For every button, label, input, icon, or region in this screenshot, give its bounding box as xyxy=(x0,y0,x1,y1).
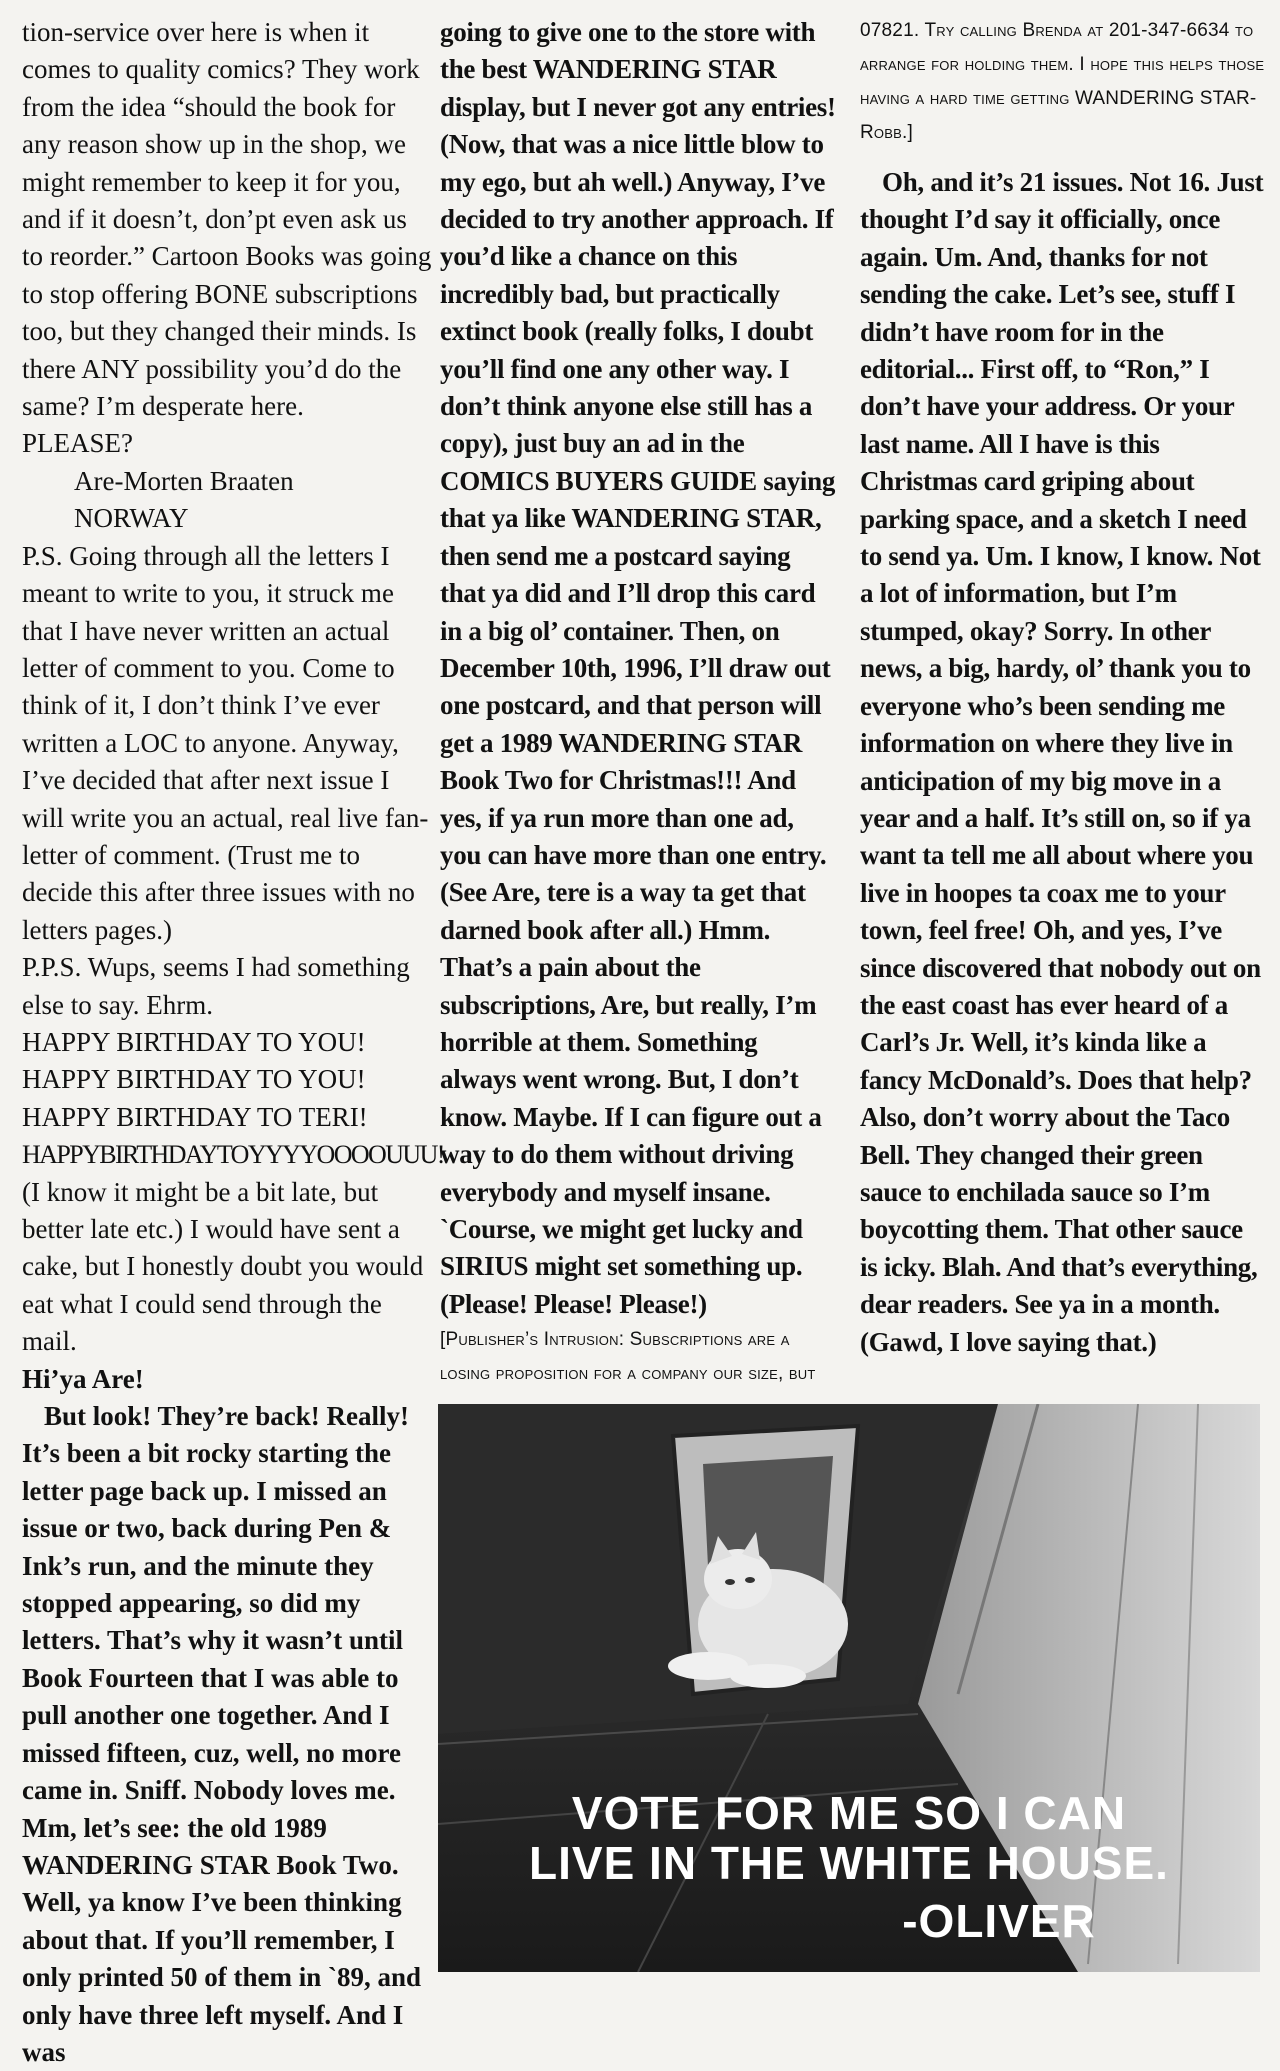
letter-signature-name: Are-Morten Braaten xyxy=(74,465,294,496)
birthday-line-1: HAPPY BIRTHDAY TO YOU! xyxy=(22,1026,366,1057)
caption-line-3: -OLIVER xyxy=(902,1895,1096,1947)
letter-plea: PLEASE? xyxy=(22,428,133,459)
birthday-line-2: HAPPY BIRTHDAY TO YOU! xyxy=(22,1064,366,1095)
letter-body: tion-service over here is when it comes to quality comics? They work from the idea “should the book for any reason show up in the shop, we might remember to keep it for you, and if it doesn’t, don’pt even ask us to reorder.” Cartoon Books was going to stop offering BONE subscriptions too, but they changed their minds. Is there ANY possibility you’d do the same? I’m desperate here. xyxy=(22,17,432,422)
letter-postscript: P.S. Going through all the letters I meant to write to you, it struck me that I have never written an actual letter of comment to you. Come to think of it, I don’t think I’ve ever written a LOC to anyone. Anyway, I’ve decided that after next issue I will write you an actual, real live fan-letter of comment. (Trust me to decide this after three issues with no letters pages.) xyxy=(22,540,429,945)
column-right xyxy=(860,14,1265,1361)
publisher-intrusion-continued: 07821. Try calling Brenda at 201-347-6634 to arrange for holding them. I hope this helps those having a hard time getting WANDERING STAR-Robb.] xyxy=(860,20,1265,143)
reply-greeting: Hi’ya Are! xyxy=(22,1363,144,1394)
letter-postpostscript: P.P.S. Wups, seems I had something else to say. Ehrm. xyxy=(22,952,410,1020)
column-left xyxy=(22,14,444,2071)
birthday-line-4: HAPPYBIRTHDAYTOYYYYOOOOUUU! xyxy=(22,1140,444,1170)
column-middle xyxy=(440,14,840,1493)
publisher-intrusion: [Publisher’s Intrusion: Subscriptions are a losing proposition for a company our size, but xyxy=(440,1329,816,1385)
caption-line-2: LIVE IN THE WHITE HOUSE. xyxy=(529,1837,1169,1889)
letter-closing: (I know it might be a bit late, but better late etc.) I would have sent a cake, but I honestly doubt you would eat what I could send through the mail. xyxy=(22,1176,424,1357)
reply-body: But look! They’re back! Really! It’s been a bit rocky starting the letter page back up. I missed an issue or two, back during Pen & Ink’s run, and the minute they stopped appearing, so did my letters. That’s why it wasn’t until Book Fourteen that I was able to pull another one together. And I missed fifteen, cuz, well, no more came in. Sniff. Nobody loves me. Mm, let’s see: the old 1989 WANDERING STAR Book Two. Well, ya know I’ve been thinking about that. If you’ll remember, I only printed 50 of them in `89, and only have three left myself. And I was xyxy=(22,1401,422,2067)
reply-continued: going to give one to the store with the best WANDERING STAR display, but I never got any entries! (Now, that was a nice little blow to my ego, but ah well.) Anyway, I’ve decided to try another approach. If you’d like a chance on this incredibly bad, but practically extinct book (really folks, I doubt you’ll find one any other way. I don’t think anyone else still has a copy), just buy an ad in the COMICS BUYERS GUIDE saying that ya like WANDERING STAR, then send me a postcard saying that ya did and I’ll drop this card in a big ol’ container. Then, on December 10th, 1996, I’ll draw out one postcard, and that person will get a 1989 WANDERING STAR Book Two for Christmas!!! And yes, if ya run more than one ad, you can have more than one entry. (See Are, tere is a way ta get that darned book after all.) Hmm. That’s a pain about the subscriptions, Are, but really, I’m horrible at them. Something always went wrong. But, I don’t know. Maybe. If I can figure out a way to do them without driving everybody and myself insane. `Course, we might get lucky and SIRIUS might set something up. (Please! Please! Please!) xyxy=(440,17,836,1319)
reply-final: Oh, and it’s 21 issues. Not 16. Just thought I’d say it officially, once again. Um. And, thanks for not sending the cake. Let’s see, stuff I didn’t have room for in the editorial... First off, to “Ron,” I don’t have your address. Or your last name. All I have is this Christmas card griping about parking space, and a sketch I need to send ya. Um. I know, I know. Not a lot of information, but I’m stumped, okay? Sorry. In other news, a big, hardy, ol’ thank you to everyone who’s been sending me information on where they live in anticipation of my big move in a year and a half. It’s still on, so if ya want ta tell me all about where you live in hoopes ta coax me to your town, feel free! Oh, and yes, I’ve since discovered that nobody out on the east coast has ever heard of a Carl’s Jr. Well, it’s kinda like a fancy McDonald’s. Does that help? Also, don’t worry about the Taco Bell. They changed their green sauce to enchilada sauce so I’m boycotting them. That other sauce is icky. Blah. And that’s everything, dear readers. See ya in a month. (Gawd, I love saying that.) xyxy=(860,167,1264,1357)
letter-signature-country: NORWAY xyxy=(74,503,189,534)
caption-line-1: VOTE FOR ME SO I CAN xyxy=(571,1787,1127,1839)
birthday-line-3: HAPPY BIRTHDAY TO TERI! xyxy=(22,1101,368,1132)
cat-photo xyxy=(438,1404,1260,1972)
